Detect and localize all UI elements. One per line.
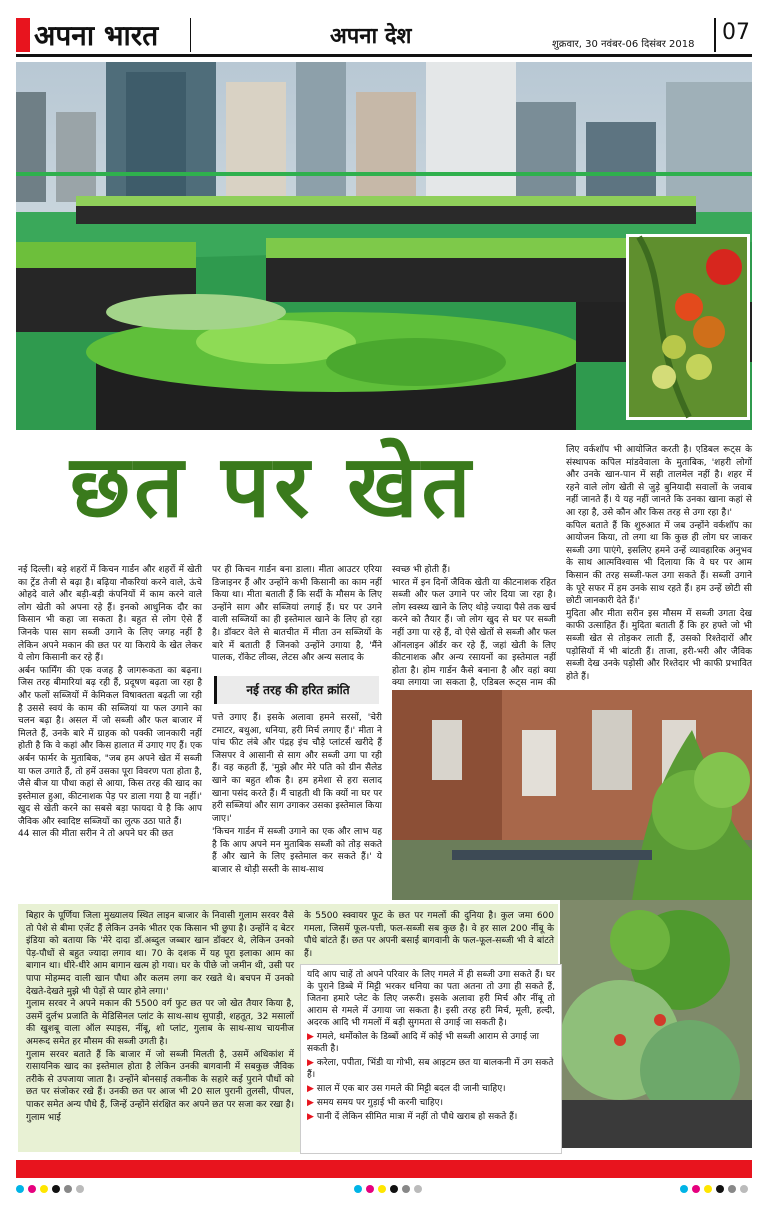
registration-marks-center [354, 1185, 422, 1195]
gray-dot-icon [728, 1185, 736, 1193]
cyan-dot-icon [16, 1185, 24, 1193]
article-column-3 [392, 564, 556, 689]
header-rule [16, 54, 752, 57]
bullet-icon: ▶ [307, 1112, 314, 1122]
paragraph: पत्ते उगाए हैं। इसके अलावा हमने सरसों, 'चेरी टमाटर, बथुआ, धनिया, हरी मिर्च लगाए हैं।' मीता ने पांच फीट लंबे और पंद्रह इंच चौड़े प्लांटर्स खरीदे हैं जिसपर वे आसानी से साग और सब्जी उगा पा रही हैं। वह कहती हैं, 'मुझे और मेरे पति को ग्रीन सैलेड खाने का बहुत शौक है। हम हमेशा से हरा सलाद खाना पसंद करते हैं। मैं चाहती थी कि क्यों ना घर पर हरी सब्जियां और साग उगाकर उसका इस्तेमाल किया जाए।' [212, 713, 382, 824]
black-dot-icon [52, 1185, 60, 1193]
header-divider [714, 18, 716, 52]
paragraph: पर ही किचन गार्डन बना डाला। मीता आउटर एरिया डिजाइनर हैं और उन्होंने कभी किसानी का काम नहीं किया था। मीता बताती हैं कि सर्दी के मौसम के लिए उन्होंने साग और सब्जियां लगाई हैं। घर पर उगने वाली सब्जियों का ही इस्तेमाल खाने के लिए हो रहा है। डॉक्टर वेले से बातचीत में मीता उन सब्जियों के बारे में बताती हैं जिनको उन्होंने उगाया है, 'मैंने पालक, रॉकेट लीव्स, लेटस और अन्य सलाद के [212, 565, 382, 664]
sidebar-story-left [26, 910, 294, 1148]
tip-text: साल में एक बार उस गमले की मिट्टी बदल दी जानी चाहिए। [316, 1084, 506, 1094]
yellow-dot-icon [40, 1185, 48, 1193]
gray-dot-icon [76, 1185, 84, 1193]
magenta-dot-icon [28, 1185, 36, 1193]
brick-building-garden-photo [392, 690, 752, 900]
tip-item [307, 1057, 555, 1081]
gray-dot-icon [64, 1185, 72, 1193]
magenta-dot-icon [366, 1185, 374, 1193]
bullet-icon: ▶ [307, 1058, 314, 1068]
article-column-1 [18, 564, 202, 876]
tip-text: करेला, पपीता, भिंडी या गोभी, सब आइटम छत या बालकनी में उग सकते हैं। [307, 1058, 554, 1080]
registration-marks-right [680, 1185, 748, 1195]
tip-text: पानी दें लेकिन सीमित मात्रा में नहीं तो पौधे खराब हो सकते हैं। [316, 1112, 518, 1122]
article-column-2-bottom [212, 826, 382, 878]
paragraph: के 5500 स्क्वायर फूट के छत पर गमलों की दुनिया है। कुल जमा 600 गमला, जिसमें फूल-पत्ती, फल-सब्जी सब कुछ है। वे हर साल 200 नींबू के पौधे बांटते हैं। छत पर अपनी बसाई बागवानी के फल-फूल-सब्जी भी वे बांटते हैं। [304, 911, 554, 959]
cyan-dot-icon [680, 1185, 688, 1193]
paragraph: 'किचन गार्डन में सब्जी उगाने का एक और लाभ यह है कि आप अपने मन मुताबिक सब्जी को तोड़ सकते हैं और खाने के लिए इस्तेमाल कर सकते हैं।' ये बाजार से थोड़ी सस्ती के साथ-साथ [212, 827, 382, 875]
black-dot-icon [716, 1185, 724, 1193]
bullet-icon: ▶ [307, 1084, 314, 1094]
paragraph: गुलाम सरवर ने अपने मकान की 5500 वर्ग फुट छत पर जो खेत तैयार किया है, उसमें दुर्लभ प्रजाति के मेडिसिनल प्लांट के साथ-साथ सुपाड़ी, शहतूत, 32 मसालों की खुशबू वाला ऑल स्पाइस, नींबू, शो प्लांट, गुलाब के साथ-साथ चायनीज अमरूद समेत हर मौसम की सब्जी उगती है। [26, 999, 294, 1047]
potted-vegetables-photo [560, 900, 752, 1148]
gray-dot-icon [402, 1185, 410, 1193]
black-dot-icon [390, 1185, 398, 1193]
gray-dot-icon [740, 1185, 748, 1193]
publication-name: अपना भारत [34, 19, 159, 52]
article-column-4 [566, 444, 752, 684]
tip-item [307, 1111, 555, 1123]
magenta-dot-icon [692, 1185, 700, 1193]
registration-marks-left [16, 1185, 84, 1195]
tip-text: समय समय पर गुड़ाई भी करनी चाहिए। [316, 1098, 444, 1108]
tips-intro: यदि आप चाहें तो अपने परिवार के लिए गमले में ही सब्जी उगा सकते हैं। घर के पुराने डिब्बे में मिट्टी भरकर धनिया का पता अतना तो उगा ही सकते हैं, जितना हमारे प्लेट के लिए जरूरी। इसके अलावा हरी मिर्च और नींबू तो आराम से गमले में उगाया जा सकता है। इसी तरह हरी मिर्च, मूली, हल्दी, अदरक आदि भी गमलों में बड़ी सुगमता से उगाई जा सकती है। [307, 970, 555, 1028]
paragraph: अर्बन फार्मिंग की एक वजह है जागरूकता का बढ़ना। जिस तरह बीमारियां बढ़ रही हैं, प्रदूषण बढ़ता जा रहा है और फलों सब्जियों में केमिकल विषाक्तता बढ़ती जा रही है उससे स्वयं के काम की सब्जियां या फल उगाने का चलन बढ़ा है। असल में जो सब्जी और फल बाजार में मिलते हैं, उनके बारे में ग्राहक को पक्की जानकारी नहीं होती है कि वे कहां और किस हालात में उगाए गए हैं। एक अर्बन फार्मर के मुताबिक, "जब हम अपने खेत में सब्जी या फल उगाते हैं, तो हमें उसका पूरा विवरण पता होता है, जैसे बीज या पौधा कहां से आया, किस तरह की खाद का इस्तेमाल हुआ, कीटनाशक पेड़ पर डाला गया है या नहीं।' खुद से खेती करने का सबसे बड़ा फायदा ये है कि आप जैविक और स्वादिष्ट सब्जियों का लुत्फ उठा पाते हैं। [18, 665, 202, 827]
paragraph: 44 साल की मीता सरीन ने तो अपने घर की छत [18, 829, 174, 840]
tip-item [307, 1097, 555, 1109]
yellow-dot-icon [378, 1185, 386, 1193]
subheading: नई तरह की हरित क्रांति [214, 676, 379, 704]
tip-item [307, 1031, 555, 1055]
yellow-dot-icon [704, 1185, 712, 1193]
sidebar-story-right [304, 910, 554, 960]
paragraph: मुदिता और मीता सरीन इस मौसम में सब्जी उगता देख काफी उत्साहित हैं। मुदिता बताती हैं कि हर हफ्ते जो भी सब्जी खेत से तोड़कर लाती हैं, उसको रिश्तेदारों और पड़ोसियों में भी बांटती हैं। ताजा, हरी-भरी और जैविक सब्जी देख उनके पड़ोसी और रिश्तेदार भी काफी प्रभावित होते हैं। [566, 608, 752, 682]
paragraph: लिए वर्कशॉप भी आयोजित करती है। एडिबल रूट्स के संस्थापक कपिल मांडवेवाला के मुताबिक, 'शहरी लोगों और उनके खान-पान में सही तालमेल नहीं है। शहर में रहने वाले लोग खेती से जुड़े बुनियादी सवालों के जवाब नहीं जानते हैं। ये यह नहीं जानते कि उनका खाना कहां से आ रहा है, उसे कौन और किस तरह से उगा रहा है।' [566, 445, 752, 518]
masthead-red-block [16, 18, 30, 52]
section-title: अपना देश [330, 23, 412, 49]
footer-bar [16, 1160, 752, 1178]
paragraph: नई दिल्ली। बड़े शहरों में किचन गार्डन और शहरों में खेती का ट्रेंड तेजी से बढ़ा है। बढ़िया नौकरियां करने वाले, ऊंचे ओहदे वाले और बड़ी-बड़ी कंपनियों में काम करने वाले लोग खेती को अपना रहे हैं। इनको आधुनिक दौर का किसान भी कहा जा सकता है। बहुत से लोग ऐसे हैं जिनके पास साग सब्जी उगाने के लिए जगह नहीं है लेकिन अपने मकान की छत पर या किराये के खेत लेकर ये लोग किसानी कर रहे हैं। [18, 565, 202, 664]
main-headline: छत पर खेत [70, 436, 475, 537]
header-divider [190, 18, 191, 52]
paragraph: बिहार के पूर्णिया जिला मुख्यालय स्थित लाइन बाजार के निवासी गुलाम सरवर वैसे तो पेशे से बीमा एजेंट हैं लेकिन उनके भीतर एक किसान भी छुपा है। उन्होंने द बेटर इंडिया को बताया कि 'मेरे दादा डॉ.अब्दुल जब्बार खान डॉक्टर थे, लेकिन उनको पेड़-पौधों से बहुत ज्यादा लगाव था। 70 के दशक में यह पूरा इलाका आम का बागान था। धीरे-धीरे आम बागान खत्म हो गया। घर के पीछे जो जमीन थी, उसी पर पापा मोहम्मद वाली खान पौधा और कलम लगा कर रखते थे। बचपन में उनको देखते-देखते मुझे भी पेड़ों से प्यार होने लगा।' [26, 911, 294, 997]
tip-item [307, 1083, 555, 1095]
page-number: 07 [722, 20, 750, 45]
article-column-2-top [212, 564, 382, 672]
cyan-dot-icon [354, 1185, 362, 1193]
paragraph: भारत में इन दिनों जैविक खेती या कीटनाशक रहित सब्जी और फल उगाने पर जोर दिया जा रहा है। लोग स्वस्थ्य खाने के लिए थोड़े ज्यादा पैसे तक खर्च करने को तैयार हैं। जो लोग खुद से घर पर सब्जी नहीं उगा पा रहे हैं, वो ऐसे खेतों से सब्जी और फल ऑनलाइन ऑर्डर कर रहे हैं, जहां खेती के लिए कीटनाशक और अन्य रसायनों का इस्तेमाल नहीं होता है। होम गार्डन कैसे बनाना है और वहां क्या क्या लगाया जा सकता है, एडिबल रूट्स नाम की [392, 577, 556, 689]
tomato-inset-photo [626, 234, 750, 420]
tips-box [300, 964, 562, 1154]
paragraph: गुलाम सरवर बताते हैं कि बाजार में जो सब्जी मिलती है, उसमें अधिकांश में रासायनिक खाद का इस्तेमाल होता है लेकिन उनकी बागवानी में सबकुछ जैविक तरीके से उपजाया जाता है। उन्होंने बोनसाई तकनीक के सहारे कई पुराने पौधों को छत पर संजोकर रखे हैं। उनकी छत पर आज भी 20 साल पुरानी तुलसी, पीपल, पाकर समेत अन्य पौधे हैं, जिन्हें उन्होंने संरक्षित कर अपने छत पर सजा कर रखा है। गुलाम भाई [26, 1049, 294, 1123]
article-column-2-mid [212, 712, 382, 824]
issue-date: शुक्रवार, 30 नवंबर-06 दिसंबर 2018 [552, 39, 695, 50]
bullet-icon: ▶ [307, 1098, 314, 1108]
tip-text: गमले, थर्मोकोल के डिब्बों आदि में कोई भी सब्जी आराम से उगाई जा सकती है। [307, 1032, 539, 1054]
paragraph: स्वच्छ भी होती हैं। [392, 565, 451, 575]
bullet-icon: ▶ [307, 1032, 314, 1042]
paragraph: कपिल बताते हैं कि शुरुआत में जब उन्होंने वर्कशॉप का आयोजन किया, तो लगा था कि कुछ ही लोग घर जाकर सब्जी उगा पाएंगे, इसलिए हमने उन्हें व्यावहारिक अनुभव के साथ आत्मविश्वास भी दिलाया कि वे घर पर आम किसान की तरह सब्जी-फल उगा सकते हैं। सब्जी उगाने के पूरे सफर में हम उनके साथ रहते हैं। हम उन्हें छोटी सी छोटी जानकारी देते हैं।' [566, 520, 752, 607]
gray-dot-icon [414, 1185, 422, 1193]
